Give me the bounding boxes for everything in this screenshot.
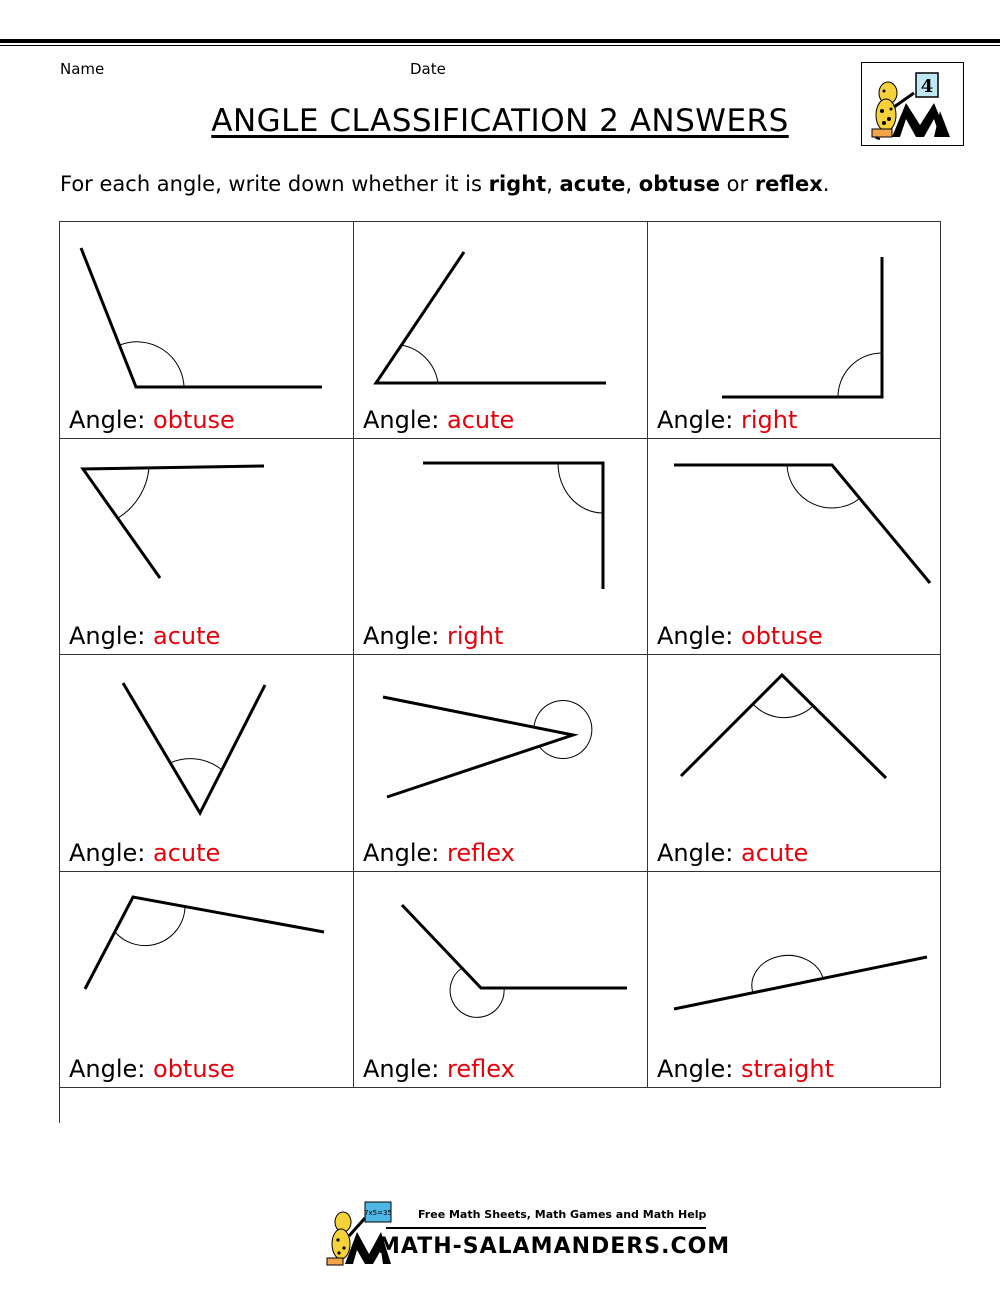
instruction-text: For each angle, write down whether it is right, acute, obtuse or reflex. xyxy=(60,172,830,196)
answer-7: acute xyxy=(153,839,221,867)
answer-line-9: Angle: acute xyxy=(657,839,809,867)
answer-line-1: Angle: obtuse xyxy=(69,406,235,434)
answer-line-11: Angle: reflex xyxy=(363,1055,515,1083)
angle-cell-1 xyxy=(60,222,354,439)
answer-3: right xyxy=(741,406,798,434)
answer-line-8: Angle: reflex xyxy=(363,839,515,867)
answer-line-5: Angle: right xyxy=(363,622,504,650)
answer-11: reflex xyxy=(447,1055,515,1083)
angle-cell-8 xyxy=(354,655,648,872)
answer-12: straight xyxy=(741,1055,835,1083)
term-obtuse: obtuse xyxy=(638,172,720,196)
angle-cell-3 xyxy=(648,222,941,439)
answer-1: obtuse xyxy=(153,406,235,434)
angle-cell-11 xyxy=(354,872,648,1088)
angle-cell-5 xyxy=(354,439,648,655)
angle-cell-10 xyxy=(60,872,354,1088)
page-title: ANGLE CLASSIFICATION 2 ANSWERS xyxy=(211,103,789,139)
angle-grid xyxy=(59,221,941,1123)
answer-10: obtuse xyxy=(153,1055,235,1083)
term-acute: acute xyxy=(559,172,626,196)
date-label: Date xyxy=(410,60,446,78)
answer-line-3: Angle: right xyxy=(657,406,798,434)
answer-9: acute xyxy=(741,839,809,867)
answer-line-10: Angle: obtuse xyxy=(69,1055,235,1083)
answer-4: acute xyxy=(153,622,221,650)
answer-line-6: Angle: obtuse xyxy=(657,622,823,650)
angle-cell-4 xyxy=(60,439,354,655)
top-rule-thin xyxy=(0,45,1000,46)
answer-2: acute xyxy=(447,406,515,434)
answer-line-12: Angle: straight xyxy=(657,1055,835,1083)
answer-6: obtuse xyxy=(741,622,823,650)
grade-badge: 4 xyxy=(920,76,934,97)
angle-cell-6 xyxy=(648,439,941,655)
angle-cell-12 xyxy=(648,872,941,1088)
name-label: Name xyxy=(60,60,105,78)
answer-line-4: Angle: acute xyxy=(69,622,221,650)
footer-mini-badge: 7x5=35 xyxy=(364,1209,392,1217)
answer-5: right xyxy=(447,622,504,650)
footer-brand-link[interactable]: MATH-SALAMANDERS.COM xyxy=(378,1234,731,1259)
answer-line-2: Angle: acute xyxy=(363,406,515,434)
term-reflex: reflex xyxy=(754,172,823,196)
footer-tagline: Free Math Sheets, Math Games and Math Help xyxy=(418,1208,707,1221)
angle-cell-7 xyxy=(60,655,354,872)
answer-8: reflex xyxy=(447,839,515,867)
top-rule xyxy=(0,39,1000,43)
angle-cell-9 xyxy=(648,655,941,872)
angle-cell-2 xyxy=(354,222,648,439)
answer-line-7: Angle: acute xyxy=(69,839,221,867)
footer-divider xyxy=(386,1226,706,1230)
term-right: right xyxy=(488,172,547,196)
